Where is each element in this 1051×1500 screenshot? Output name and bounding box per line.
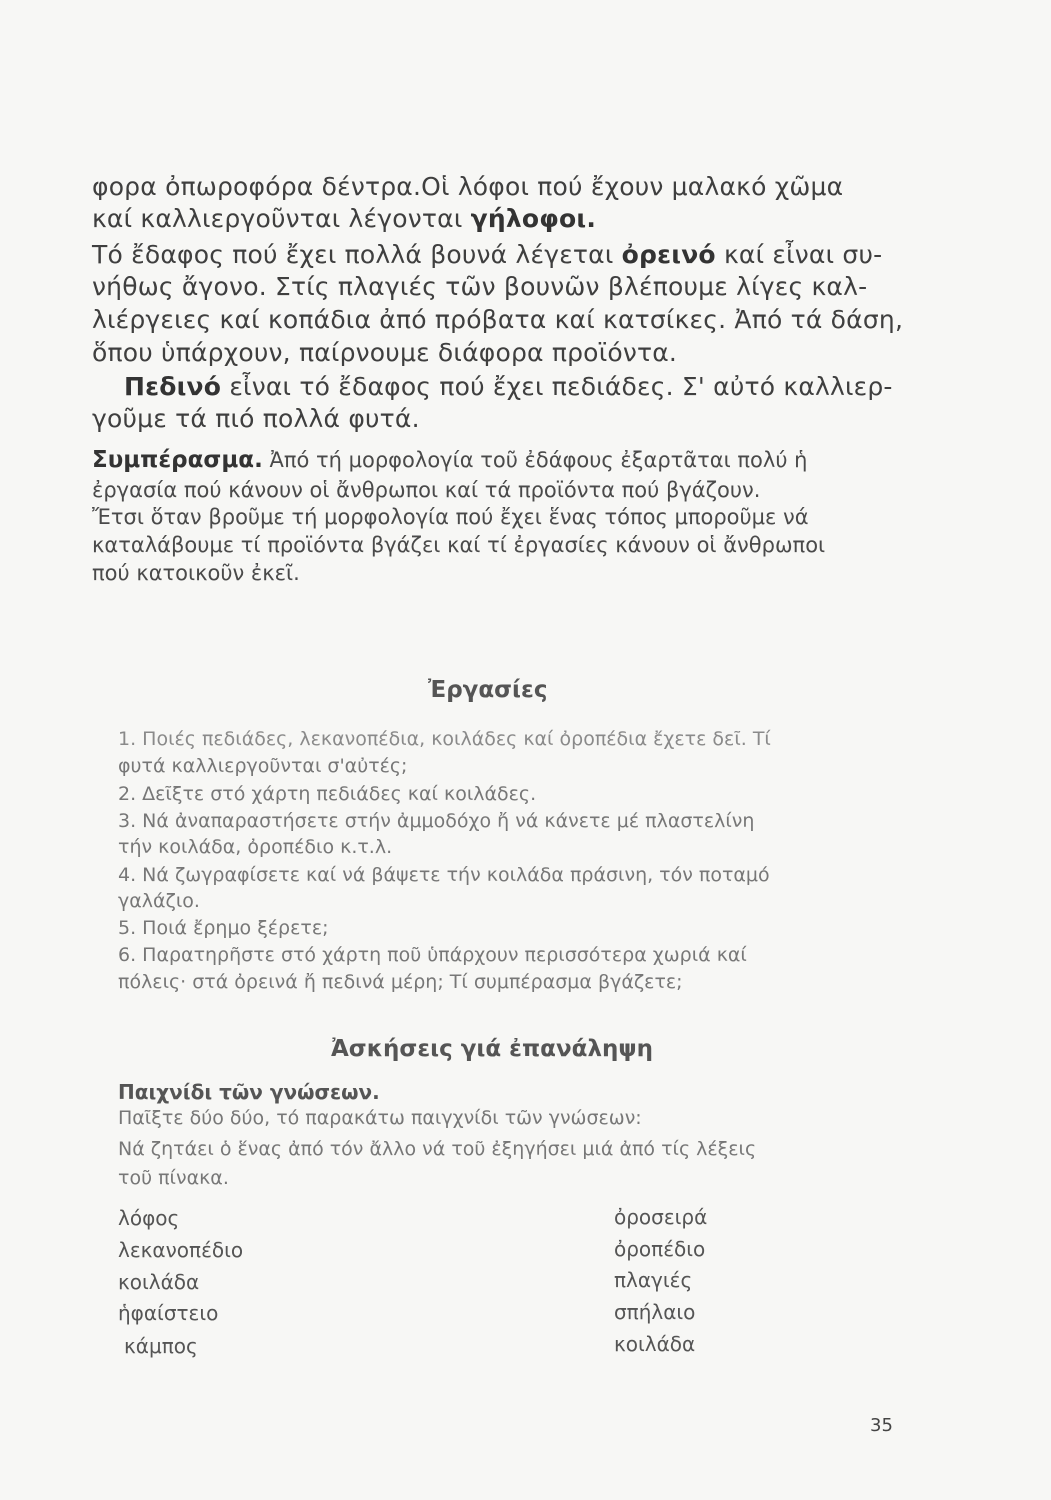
intro-line-2 [92,204,596,233]
task-line-6: 4. Νά ζωγραφίσετε καί νά βάψετε τήν κοιλάδα πράσινη, τόν ποταμό [118,864,770,886]
left-word-2: λεκανοπέδιο [118,1238,244,1262]
game-title: Παιχνίδι τῶν γνώσεων. [118,1080,380,1104]
left-word-1: λόφος [118,1206,180,1230]
right-word-5: κοιλάδα [614,1332,696,1356]
intro-line-7-text: εἶναι τό ἔδαφος πού ἔχει πεδιάδες. Σ' αὐτό καλλιερ- [221,372,893,401]
intro-line-8: γοῦμε τά πιό πολλά φυτά. [92,404,420,433]
intro-line-2-text: καί καλλιεργοῦνται λέγονται [92,204,471,233]
task-line-1: 1. Ποιές πεδιάδες, λεκανοπέδια, κοιλάδες καί ὀροπέδια ἔχετε δεῖ. Τί [118,728,771,750]
task-line-10: πόλεις· στά ὀρεινά ἤ πεδινά μέρη; Τί συμπέρασμα βγάζετε; [118,971,683,993]
intro-line-5: λιέργειες καί κοπάδια ἀπό πρόβατα καί κατσίκες. Ἀπό τά δάση, [92,305,904,334]
intro-line-3 [92,240,882,269]
right-word-1: ὀροσειρά [614,1205,708,1229]
task-line-5: τήν κοιλάδα, ὀροπέδιο κ.τ.λ. [118,836,393,858]
task-line-7: γαλάζιο. [118,890,200,912]
conclusion-line-3: Ἔτσι ὅταν βροῦμε τή μορφολογία πού ἔχει ἕνας τόπος μποροῦμε νά [92,505,809,529]
intro-line-4: νήθως ἄγονο. Στίς πλαγιές τῶν βουνῶν βλέπουμε λίγες καλ- [92,272,868,301]
intro-line-3-text: Τό ἔδαφος πού ἔχει πολλά βουνά λέγεται [92,240,622,269]
exercises-heading: Ἀσκήσεις γιά ἐπανάληψη [331,1036,654,1062]
left-word-5: κάμπος [124,1334,198,1358]
intro-line-1: φορα ὀπωροφόρα δέντρα.Οἱ λόφοι πού ἔχουν μαλακό χῶμα [92,172,844,201]
page-number: 35 [870,1415,893,1436]
tasks-heading: Ἐργασίες [428,677,548,703]
intro-line-3-end: καί εἶναι συ- [715,240,883,269]
conclusion-line-5: πού κατοικοῦν ἐκεῖ. [92,561,300,585]
right-word-4: σπήλαιο [614,1300,696,1324]
intro-line-6: ὅπου ὑπάρχουν, παίρνουμε διάφορα προϊόντα. [92,338,678,367]
term-oreino: ὀρεινό [621,240,716,269]
left-word-4: ἡφαίστειο [118,1301,219,1325]
conclusion-line-2: ἐργασία πού κάνουν οἱ ἄνθρωποι καί τά προϊόντα πού βγάζουν. [92,478,761,502]
conclusion-line-1 [92,447,807,473]
task-line-3: 2. Δεῖξτε στό χάρτη πεδιάδες καί κοιλάδες. [118,783,537,805]
term-pedino: Πεδινό [124,372,222,401]
conclusion-line-4: καταλάβουμε τί προϊόντα βγάζει καί τί ἐργασίες κάνουν οἱ ἄνθρωποι [92,533,826,557]
conclusion-line-1-text: Ἀπό τή μορφολογία τοῦ ἐδάφους ἐξαρτᾶται πολύ ἡ [262,448,808,472]
right-word-3: πλαγιές [614,1268,693,1292]
task-line-9: 6. Παρατηρῆστε στό χάρτη ποῦ ὑπάρχουν περισσότερα χωριά καί [118,944,747,966]
intro-line-7 [124,372,893,401]
game-line-2: Νά ζητάει ὁ ἕνας ἀπό τόν ἄλλο νά τοῦ ἐξηγήσει μιά ἀπό τίς λέξεις [118,1138,757,1160]
task-line-4: 3. Νά ἀναπαραστήσετε στήν ἀμμοδόχο ἤ νά κάνετε μέ πλαστελίνη [118,810,755,832]
left-word-3: κοιλάδα [118,1270,200,1294]
game-line-1: Παῖξτε δύο δύο, τό παρακάτω παιγχνίδι τῶν γνώσεων: [118,1107,642,1129]
right-word-2: ὀροπέδιο [614,1237,706,1261]
game-line-3: τοῦ πίνακα. [118,1167,229,1189]
task-line-8: 5. Ποιά ἔρημο ξέρετε; [118,917,329,939]
term-gilofoi: γήλοφοι. [470,204,597,233]
term-symperasma: Συμπέρασμα. [92,447,263,473]
task-line-2: φυτά καλλιεργοῦνται σ'αὐτές; [118,755,408,777]
